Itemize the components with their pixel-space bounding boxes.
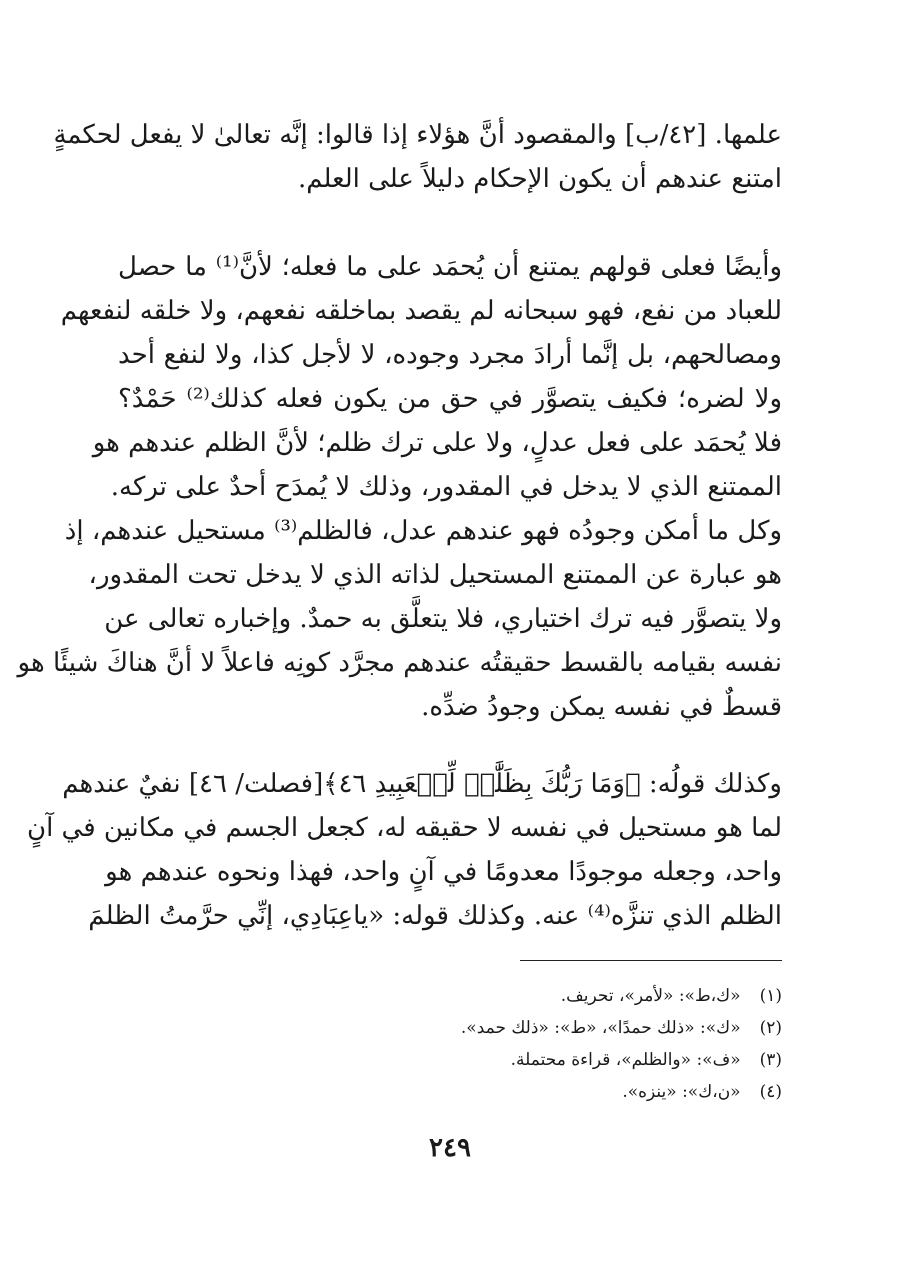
footnote-separator (520, 960, 782, 961)
footnote-2 (282, 1012, 782, 1044)
text-line: هو عبارة عن الممتنع المستحيل لذاته الذي لا يدخل تحت المقدور، (88, 560, 782, 590)
footnote-number: (٤) (759, 1082, 782, 1102)
text-line: امتنع عندهم أن يكون الإحكام دليلاً على العلم. (297, 164, 782, 194)
footnote-number: (٣) (759, 1050, 782, 1070)
text-line: الظلم الذي تنزَّه⁽⁴⁾ عنه. وكذلك قوله: «ياعِبَادِي، إنِّي حرَّمتُ الظلمَ (88, 901, 782, 931)
text-line: ولا لضره؛ فكيف يتصوَّر في حق من يكون فعله كذلك⁽²⁾ حَمْدٌ؟ (118, 384, 783, 414)
footnote-text: «ك»: «ذلك حمدًا»، «ط»: «ذلك حمد». (460, 1018, 741, 1038)
text-line: للعباد من نفع، فهو سبحانه لم يقصد بماخلقه نفعهم، ولا خلقه لنفعهم (60, 296, 782, 326)
text-line: فلا يُحمَد على فعل عدلٍ، ولا على ترك ظلم؛ لأنَّ الظلم عندهم هو (92, 428, 782, 458)
text-line: قسطٌ في نفسه يمكن وجودُ ضدِّه. (421, 692, 782, 722)
text-line: وأيضًا فعلى قولهم يمتنع أن يُحمَد على ما فعله؛ لأنَّ⁽¹⁾ ما حصل (118, 252, 782, 282)
text-line: نفسه بقيامه بالقسط حقيقتُه عندهم مجرَّد كونِه فاعلاً لا أنَّ هناكَ شيئًا هو (17, 648, 782, 678)
footnote-number: (١) (759, 986, 782, 1006)
paragraph-2 (17, 245, 783, 729)
footnotes (282, 980, 782, 1108)
text-line: ومصالحهم، بل إنَّما أرادَ مجرد وجوده، لا لأجل كذا، ولا لنفع أحد (118, 340, 782, 370)
footnote-3 (282, 1044, 782, 1076)
text-line: علمها. [٤٢/ب] والمقصود أنَّ هؤلاء إذا قالوا: إنَّه تعالىٰ لا يفعل لحكمةٍ (53, 120, 782, 150)
paragraph-3 (26, 762, 782, 938)
text-line: وكذلك قولُه: ﴿وَمَا رَبُّكَ بِظَلَّٰمٖ لِّلۡعَبِيدِ ٤٦﴾[فصلت/ ٤٦] نفيٌ عندهم (62, 769, 782, 799)
paragraph-1 (53, 113, 782, 201)
footnote-text: «ن،ك»: «ينزه». (622, 1082, 741, 1102)
footnote-number: (٢) (759, 1018, 782, 1038)
footnote-1 (282, 980, 782, 1012)
text-line: واحد، وجعله موجودًا معدومًا في آنٍ واحد، فهذا ونحوه عندهم هو (105, 857, 782, 887)
text-line: ولا يتصوَّر فيه ترك اختياري، فلا يتعلَّق به حمدٌ. وإخباره تعالى عن (104, 604, 782, 634)
text-line: لما هو مستحيل في نفسه لا حقيقه له، كجعل الجسم في مكانين في آنٍ (26, 813, 782, 843)
text-line: وكل ما أمكن وجودُه فهو عندهم عدل، فالظلم⁽³⁾ مستحيل عندهم، إذ (64, 516, 782, 546)
footnote-text: «ك،ط»: «لأمر»، تحريف. (560, 986, 741, 1006)
page-number: ٢٤٩ (429, 1133, 471, 1163)
text-line: الممتنع الذي لا يدخل في المقدور، وذلك لا يُمدَح أحدٌ على تركه. (110, 472, 782, 502)
footnote-4 (282, 1076, 782, 1108)
footnote-text: «ف»: «والظلم»، قراءة محتملة. (510, 1050, 741, 1070)
